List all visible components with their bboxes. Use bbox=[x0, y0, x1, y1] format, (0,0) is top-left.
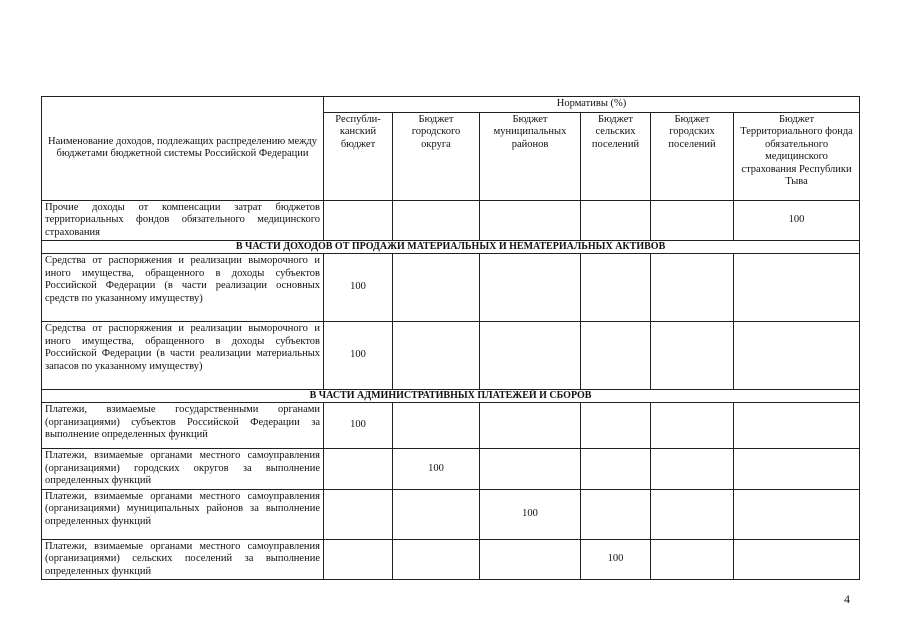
table-row bbox=[42, 489, 860, 539]
norm-value-cell bbox=[651, 449, 734, 490]
header-column: Бюджет городского округа bbox=[393, 112, 480, 200]
norm-value-cell bbox=[324, 489, 393, 539]
header-column: Бюджет муниципальных районов bbox=[480, 112, 581, 200]
norm-value-cell bbox=[480, 200, 581, 241]
header-norms: Нормативы (%) bbox=[324, 97, 860, 113]
norm-value-cell bbox=[393, 489, 480, 539]
header-column: Бюджет городских поселений bbox=[651, 112, 734, 200]
norm-value-cell bbox=[651, 403, 734, 449]
table-row bbox=[42, 403, 860, 449]
norm-value-cell: 100 bbox=[324, 322, 393, 390]
norm-value-cell bbox=[480, 322, 581, 390]
norm-value-cell bbox=[393, 254, 480, 322]
norm-value-cell bbox=[393, 403, 480, 449]
revenue-name-cell: Платежи, взимаемые государственными органами (организациями) субъектов Российской Федерации за выполнение определенных функций bbox=[42, 403, 324, 449]
section-title: В ЧАСТИ АДМИНИСТРАТИВНЫХ ПЛАТЕЖЕЙ И СБОРОВ bbox=[42, 390, 860, 403]
norm-value-cell: 100 bbox=[324, 403, 393, 449]
norm-value-cell: 100 bbox=[480, 489, 581, 539]
revenue-name-cell: Средства от распоряжения и реализации выморочного и иного имущества, обращенного в доходы субъектов Российской Федерации (в части реализации основных средств по указанному имуществу) bbox=[42, 254, 324, 322]
revenue-name-cell: Платежи, взимаемые органами местного самоуправления (организациями) городских округов за выполнение определенных функций bbox=[42, 449, 324, 490]
norm-value-cell bbox=[480, 449, 581, 490]
norm-value-cell bbox=[480, 254, 581, 322]
section-title: В ЧАСТИ ДОХОДОВ ОТ ПРОДАЖИ МАТЕРИАЛЬНЫХ И НЕМАТЕРИАЛЬНЫХ АКТИВОВ bbox=[42, 241, 860, 254]
norm-value-cell: 100 bbox=[581, 539, 651, 580]
section-row bbox=[42, 390, 860, 403]
norm-value-cell bbox=[324, 200, 393, 241]
norm-value-cell bbox=[734, 539, 860, 580]
norm-value-cell bbox=[581, 489, 651, 539]
norm-value-cell bbox=[734, 254, 860, 322]
norm-value-cell bbox=[734, 449, 860, 490]
table-row bbox=[42, 539, 860, 580]
norm-value-cell bbox=[480, 539, 581, 580]
header-name-column: Наименование доходов, подлежащих распределению между бюджетами бюджетной системы Российской Федерации bbox=[42, 97, 324, 201]
norm-value-cell bbox=[581, 322, 651, 390]
norm-value-cell bbox=[651, 322, 734, 390]
norm-value-cell bbox=[581, 403, 651, 449]
norm-value-cell bbox=[581, 254, 651, 322]
norm-value-cell bbox=[393, 539, 480, 580]
norm-value-cell bbox=[393, 322, 480, 390]
norm-value-cell bbox=[734, 403, 860, 449]
header-column: Бюджет Территориального фонда обязательного медицинского страхования Республики Тыва bbox=[734, 112, 860, 200]
norm-value-cell bbox=[324, 539, 393, 580]
norm-value-cell: 100 bbox=[393, 449, 480, 490]
revenue-name-cell: Платежи, взимаемые органами местного самоуправления (организациями) муниципальных районов за выполнение определенных функций bbox=[42, 489, 324, 539]
norm-value-cell bbox=[581, 200, 651, 241]
revenue-norms-table bbox=[41, 96, 860, 580]
norm-value-cell: 100 bbox=[324, 254, 393, 322]
page-number: 4 bbox=[844, 592, 850, 606]
norm-value-cell bbox=[734, 322, 860, 390]
norm-value-cell bbox=[651, 254, 734, 322]
table-row bbox=[42, 254, 860, 322]
norm-value-cell: 100 bbox=[734, 200, 860, 241]
norm-value-cell bbox=[480, 403, 581, 449]
table-row bbox=[42, 449, 860, 490]
norm-value-cell bbox=[734, 489, 860, 539]
header-column: Бюджет сельских поселений bbox=[581, 112, 651, 200]
section-row bbox=[42, 241, 860, 254]
table-row bbox=[42, 322, 860, 390]
norm-value-cell bbox=[324, 449, 393, 490]
norm-value-cell bbox=[651, 200, 734, 241]
header-column: Республи-канский бюджет bbox=[324, 112, 393, 200]
norm-value-cell bbox=[651, 539, 734, 580]
revenue-name-cell: Платежи, взимаемые органами местного самоуправления (организациями) сельских поселений за выполнение определенных функций bbox=[42, 539, 324, 580]
norm-value-cell bbox=[651, 489, 734, 539]
norm-value-cell bbox=[393, 200, 480, 241]
norm-value-cell bbox=[581, 449, 651, 490]
revenue-name-cell: Прочие доходы от компенсации затрат бюджетов территориальных фондов обязательного медицинского страхования bbox=[42, 200, 324, 241]
table-row bbox=[42, 200, 860, 241]
revenue-name-cell: Средства от распоряжения и реализации выморочного и иного имущества, обращенного в доходы субъектов Российской Федерации (в части реализации материальных запасов по указанному имуществу) bbox=[42, 322, 324, 390]
